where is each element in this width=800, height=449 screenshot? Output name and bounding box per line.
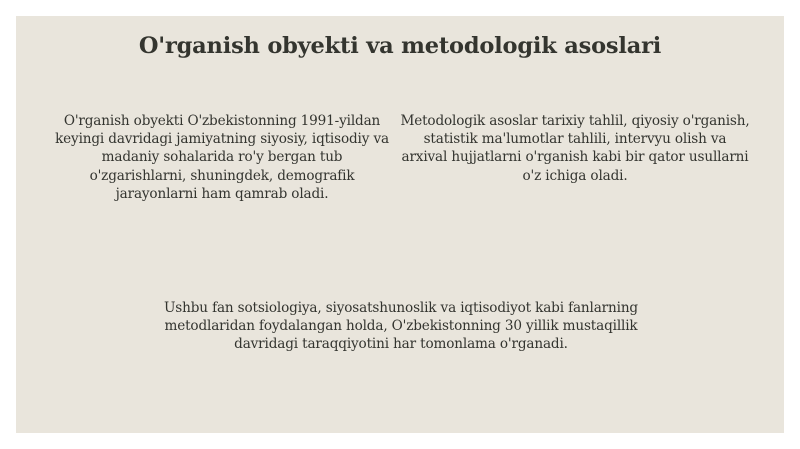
methodology-paragraph: Metodologik asoslar tarixiy tahlil, qiyosiy o'rganish, statistik ma'lumotlar tahlili, intervyu olish va arxival hujjatlarni o'rganish kabi bir qator usullarni o'z ichiga oladi. (400, 113, 750, 184)
summary-paragraph: Ushbu fan sotsiologiya, siyosatshunoslik va iqtisodiyot kabi fanlarning metodlaridan foydalangan holda, O'zbekistonning 30 yillik mustaqillik davridagi taraqqiyotini har tomonlama o'rganadi. (164, 300, 638, 353)
object-paragraph: O'rganish obyekti O'zbekistonning 1991-yildan keyingi davridagi jamiyatning siyosiy, iqtisodiy va madaniy sohalarida ro'y bergan tub o'zgarishlarni, shuningdek, demografik jarayonlarni ham qamrab oladi. (55, 113, 389, 202)
slide (16, 16, 784, 433)
slide-title: O'rganish obyekti va metodologik asoslari (138, 33, 662, 59)
